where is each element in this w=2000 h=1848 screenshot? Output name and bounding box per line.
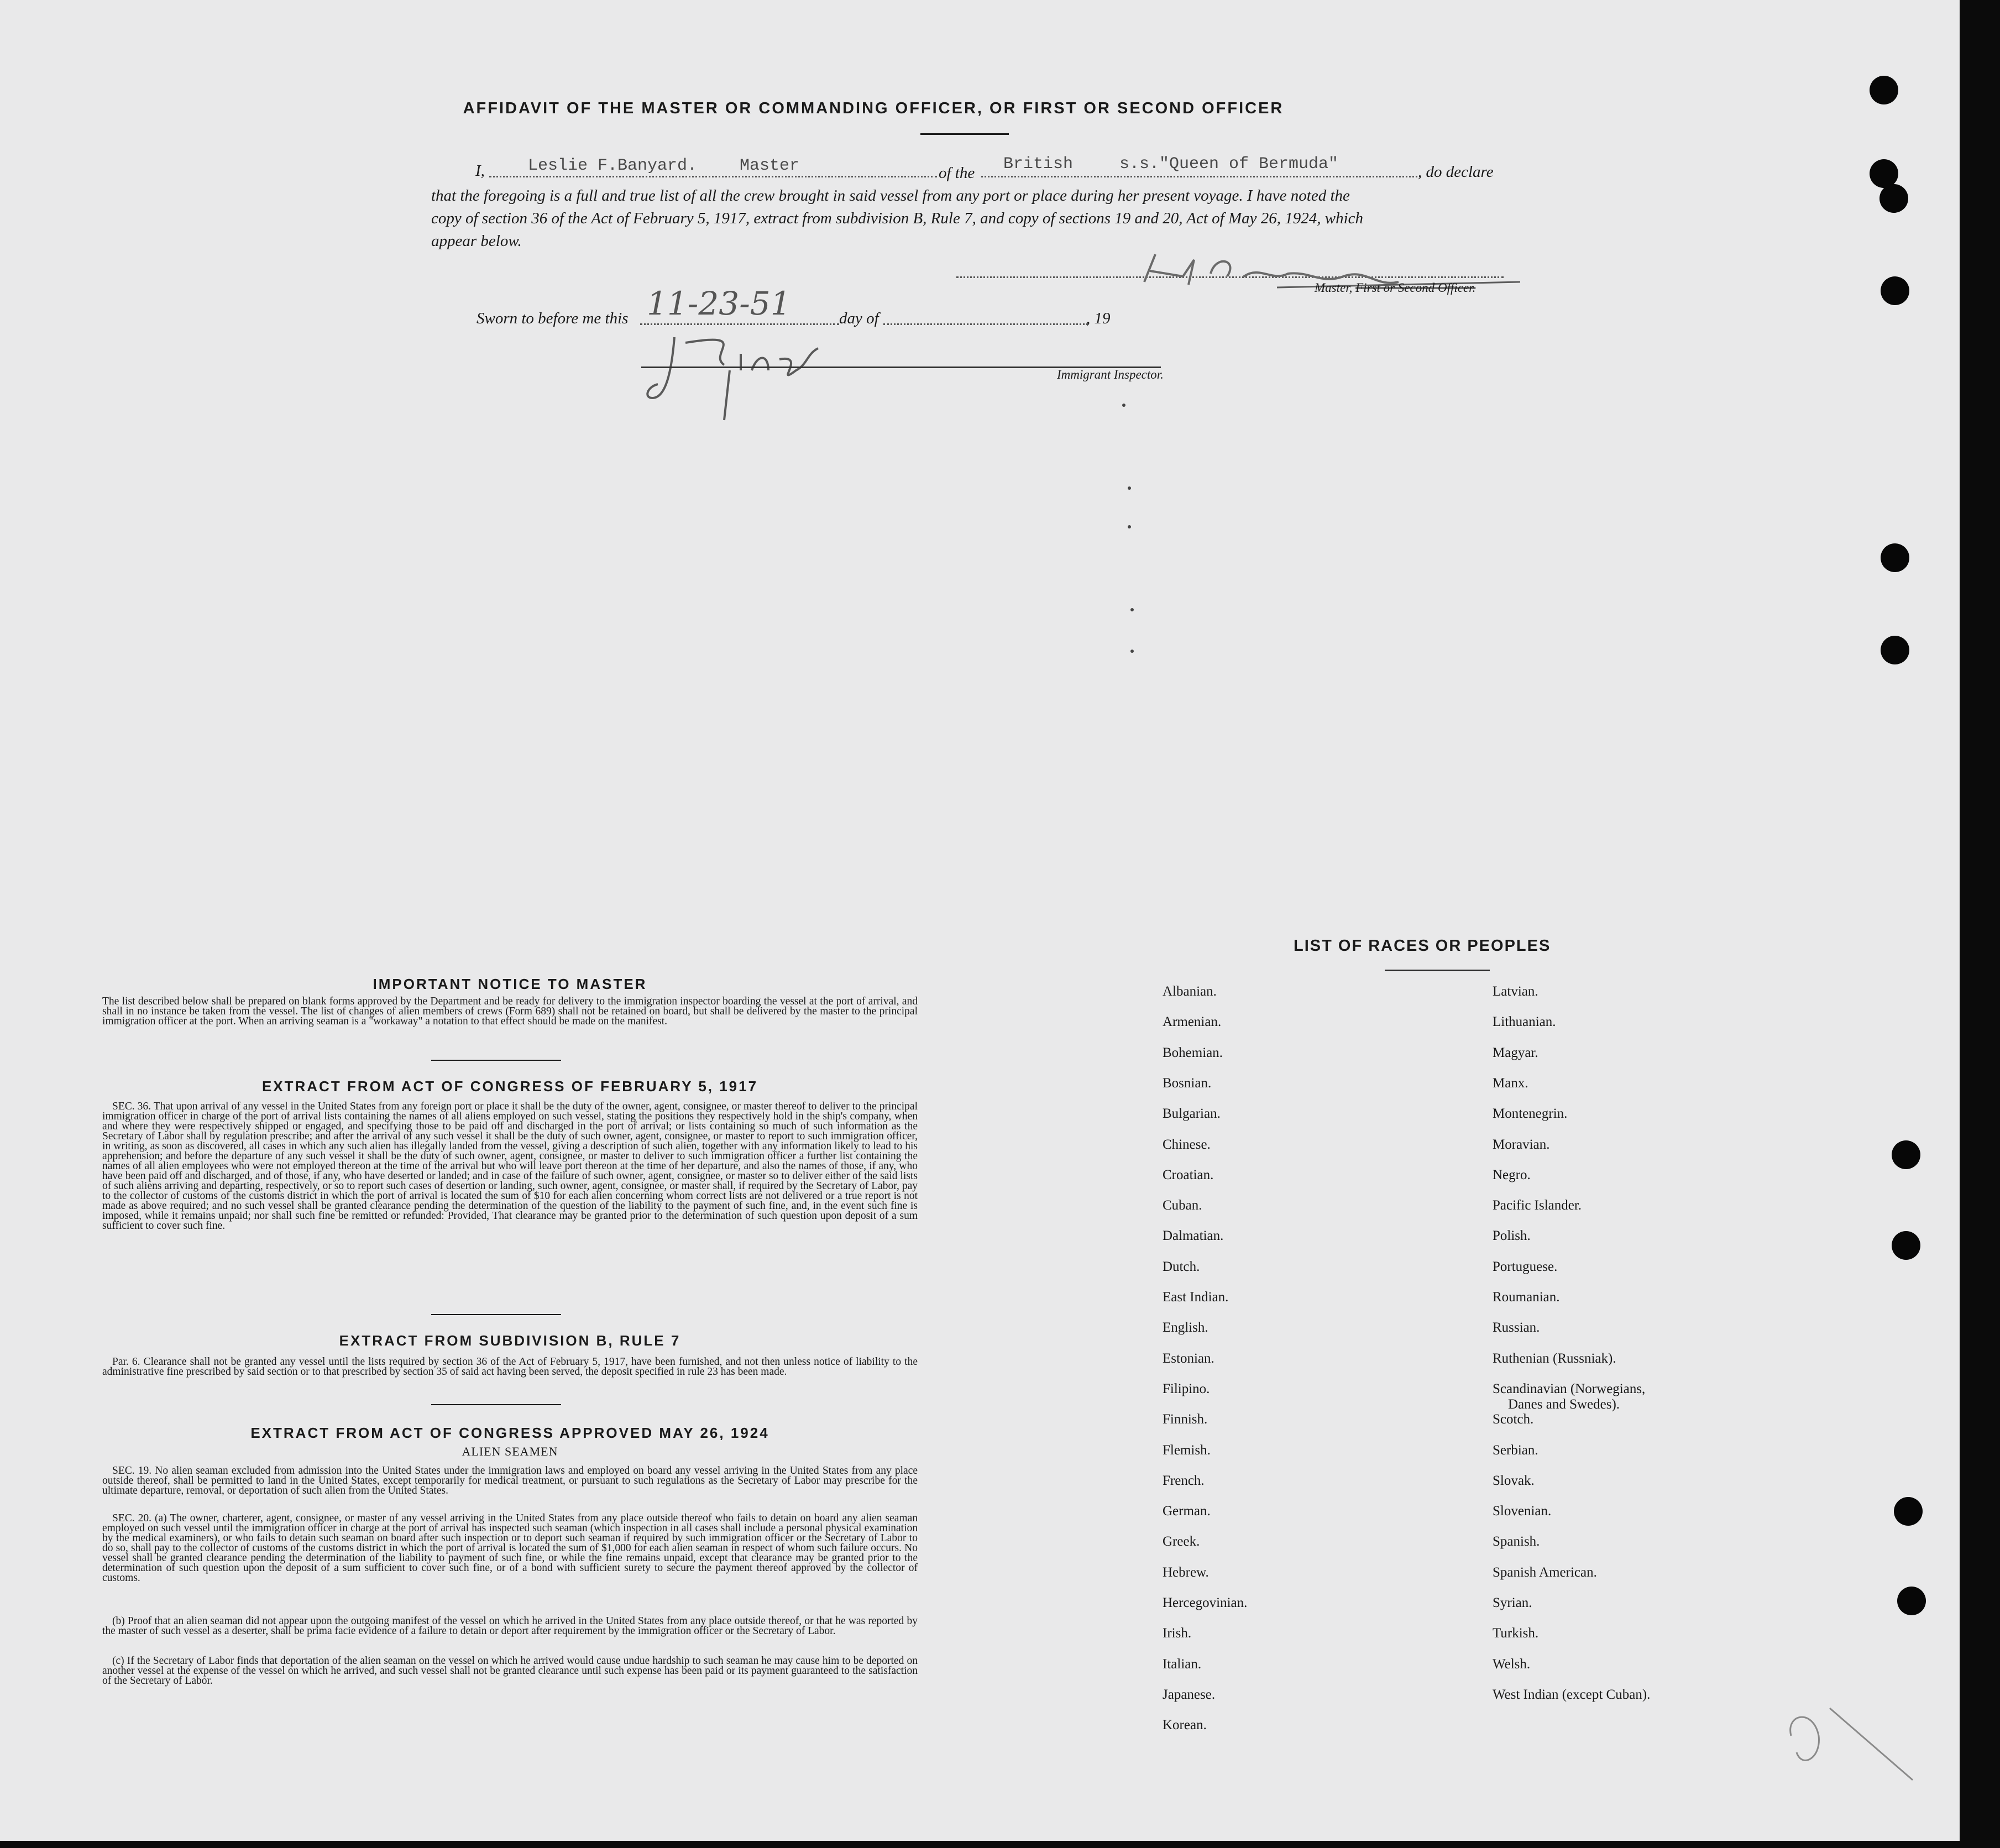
sec20a-text: SEC. 20. (a) The owner, charterer, agent, consignee, or master of any vessel arriving in the United States from any place outside thereof who fails to detain on board any alien seaman employed on such vessel until the immigration officer in charge at the port of arrival has inspected such seaman (which inspection in all cases shall include a personal physical examination by the medical examiners), or who fails to detain such seaman on board after such inspection or to deport such seaman if required by such immigration officer or the Secretary of Labor to do so, shall pay to the collector of customs of the customs district in which the port of arrival is located the sum of $1,000 for each alien seaman in respect of whom such failure occurs. No vessel shall be granted clearance pending the determination of the liability to payment of such fine, or while the fine remains unpaid, except that clearance may be granted prior to the determination of such question upon the deposit of a sum sufficient to cover such fine, or of a bond with sufficient surety to secure the payment thereof approved by the collector of customs. (102, 1512, 918, 1584)
race-item: Magyar. (1493, 1045, 1538, 1060)
month-line (883, 323, 1088, 325)
officer-label: First or Second Officer. (1355, 281, 1476, 295)
inspector-signature (641, 321, 829, 431)
race-item: Welsh. (1493, 1657, 1531, 1672)
extract-1917-divider (431, 1314, 561, 1315)
race-item: Filipino. (1163, 1381, 1210, 1396)
master-signature (1133, 243, 1537, 310)
race-item: Hercegovinian. (1163, 1595, 1248, 1610)
extract-1917-text: SEC. 36. That upon arrival of any vessel in the United States from any foreign port or place it shall be the duty of the owner, agent, consignee, or master thereof to deliver to the principal immigration officer in charge of the port of arrival lists containing the names of all aliens employed on such vessel, stating the positions they respectively hold in the ship's company, when and where they were respectively shipped or engaged, and specifying those to be paid off and discharged in the port of arrival; or lists containing so much of such information as the Secretary of Labor shall by regulation prescribe; and after the arrival of any such vessel it shall be the duty of such owner, agent, consignee, or master to report to such immigration officer, in writing, as soon as discovered, all cases in which any such alien has illegally landed from the vessel, giving a description of such alien, together with any information likely to lead to his apprehension; and before the departure of any such vessel it shall be the duty of such owner, agent, consignee, or master to deliver to such immigration officer a further list containing the names of all alien employees who were not employed thereon at the time of the arrival but who will leave port thereon at the time of her departure, and also the names of those, if any, who have been paid off and discharged, and of those, if any, who have deserted or landed; and in case of the failure of such owner, agent, consignee, or master so to deliver either of the said lists of such aliens arriving and departing, respectively, or so to report such cases of desertion or landing, such owner, agent, consignee, or master shall, if required by the Secretary of Labor, pay to the collector of customs of the customs district in which the port of arrival is located the sum of $10 for each alien concerning whom correct lists are not delivered or a true report is not made as above required; and no such vessel shall be granted clearance pending the determination of the question of the liability to the payment of such fine, and, in the event such fine is imposed, while it remains unpaid; nor shall such fine be remitted or refunded: Provided, That clearance may be granted prior to the determination of such question upon deposit of a sum sufficient to cover such fine. (102, 1101, 918, 1232)
race-item: Syrian. (1493, 1595, 1532, 1610)
affidavit-title: AFFIDAVIT OF THE MASTER OR COMMANDING OFFICER, OR FIRST OR SECOND OFFICER (463, 100, 1284, 117)
punch-hole-7 (1892, 1140, 1920, 1169)
affidavit-body-3: appear below. (431, 232, 522, 250)
race-item: Portuguese. (1493, 1259, 1558, 1274)
race-item: Flemish. (1163, 1443, 1211, 1458)
race-item: Moravian. (1493, 1137, 1550, 1152)
rule7-title: EXTRACT FROM SUBDIVISION B, RULE 7 (339, 1332, 681, 1349)
do-declare-label: , do declare (1418, 163, 1494, 181)
stray-mark-1 (1122, 404, 1125, 407)
rule7-text: Par. 6. Clearance shall not be granted any vessel until the lists required by section 36 of the Act of February 5, 1917, have been furnished, and not then unless notice of liability to the administrative fine prescribed by said section or to that prescribed by section 35 of said act having been served, the deposit specified in rule 23 has been made. (102, 1356, 918, 1378)
race-item: Armenian. (1163, 1014, 1222, 1029)
notice-title: IMPORTANT NOTICE TO MASTER (373, 976, 647, 992)
race-item: Turkish. (1493, 1626, 1539, 1641)
race-item: Roumanian. (1493, 1290, 1560, 1305)
race-item: Finnish. (1163, 1412, 1208, 1427)
sec20c-text: (c) If the Secretary of Labor finds that deportation of the alien seaman on the vessel on which he arrived would cause undue hardship to such seaman he may cause him to be deported on another vessel at the expense of the vessel on which he arrived, and such vessel shall not be granted clearance until such expense has been paid or its payment guaranteed to the satisfaction of the Secretary of Labor. (102, 1655, 918, 1687)
race-item: Russian. (1493, 1320, 1540, 1335)
race-item: East Indian. (1163, 1290, 1229, 1305)
race-item: Cuban. (1163, 1198, 1202, 1213)
race-item: Bosnian. (1163, 1076, 1212, 1091)
punch-hole-5 (1881, 543, 1909, 572)
extract-1924-title: EXTRACT FROM ACT OF CONGRESS APPROVED MAY 26, 1924 (250, 1425, 769, 1441)
race-item: Bulgarian. (1163, 1106, 1221, 1121)
extract-1924-subtitle: ALIEN SEAMEN (462, 1444, 558, 1458)
sec19-text: SEC. 19. No alien seaman excluded from admission into the United States under the immigration laws and employed on board any vessel arriving in the United States from any place outside thereof, shall be permitted to land in the United States, except temporarily for medical treatment, or pursuant to such regulations as the Secretary of Labor may prescribe for the ultimate departure, removal, or deportation of such alien from the United States. (102, 1465, 918, 1496)
sec20b-text: (b) Proof that an alien seaman did not appear upon the outgoing manifest of the vessel on which he arrived in the United States from any place outside thereof, or that he was reported by the master of such vessel as a deserter, shall be prima facie evidence of a failure to detain or deport after requirement by the immigration officer or the Secretary of Labor. (102, 1615, 918, 1637)
race-item: Slovak. (1493, 1473, 1535, 1488)
year-label: , 19 (1086, 310, 1111, 327)
extract-1917-title: EXTRACT FROM ACT OF CONGRESS OF FEBRUARY 5, 1917 (261, 1078, 758, 1095)
punch-hole-8 (1892, 1231, 1920, 1260)
race-item: Negro. (1493, 1168, 1531, 1182)
title-divider (920, 133, 1009, 135)
master-label: Master, (1315, 281, 1353, 295)
races-divider (1385, 970, 1490, 971)
master-rank: Master (740, 156, 800, 175)
race-item: Irish. (1163, 1626, 1192, 1641)
sworn-label: Sworn to before me this (477, 310, 629, 327)
race-item: Albanian. (1163, 984, 1217, 999)
rule7-divider (431, 1404, 561, 1405)
notice-text: The list described below shall be prepared on blank forms approved by the Department and be ready for delivery to the immigration inspector boarding the vessel at the port of arrival, and shall in no instance be taken from the vessel. The list of changes of alien members of crews (Form 689) shall not be retained on board, but shall be delivered by the master to the principal immigration officer at the port. When an arriving seaman is a "workaway" a notation to that effect should be made on the manifest. (102, 996, 918, 1027)
punch-hole-10 (1897, 1587, 1926, 1615)
punch-hole-6 (1881, 636, 1909, 664)
race-item: French. (1163, 1473, 1205, 1488)
race-item: Pacific Islander. (1493, 1198, 1582, 1213)
stray-mark-2 (1128, 486, 1131, 490)
of-the-label: of the (939, 164, 975, 182)
pencil-mark (1780, 1703, 1924, 1791)
race-item: Dutch. (1163, 1259, 1200, 1274)
race-item: Serbian. (1493, 1443, 1538, 1458)
race-item: Spanish American. (1493, 1565, 1597, 1580)
race-item: West Indian (except Cuban). (1493, 1687, 1651, 1702)
master-signature-caption (1315, 281, 1475, 295)
race-item: Scandinavian (Norwegians, (1493, 1381, 1646, 1396)
punch-hole-9 (1894, 1497, 1923, 1526)
inspector-label: Immigrant Inspector. (1057, 368, 1164, 381)
punch-hole-1 (1870, 76, 1898, 104)
day-of-label: day of (839, 310, 879, 327)
race-item: English. (1163, 1320, 1208, 1335)
races-title: LIST OF RACES OR PEOPLES (1294, 937, 1551, 955)
race-item: Spanish. (1493, 1534, 1540, 1549)
race-item: Croatian. (1163, 1168, 1214, 1182)
race-item: Lithuanian. (1493, 1014, 1556, 1029)
race-item: Ruthenian (Russniak). (1493, 1351, 1616, 1366)
race-item: Greek. (1163, 1534, 1200, 1549)
race-item: Estonian. (1163, 1351, 1214, 1366)
affidavit-body-1: that the foregoing is a full and true list of all the crew brought in said vessel from any port or place during her present voyage. I have noted the (431, 187, 1350, 205)
stray-mark-3 (1128, 525, 1131, 528)
race-item: Manx. (1493, 1076, 1528, 1091)
race-item: Chinese. (1163, 1137, 1211, 1152)
vessel-name: s.s."Queen of Bermuda" (1119, 155, 1339, 174)
punch-hole-4 (1881, 276, 1909, 305)
punch-hole-3 (1879, 184, 1908, 213)
stray-mark-4 (1130, 608, 1134, 611)
master-name: Leslie F.Banyard. (528, 156, 698, 175)
vessel-nationality: British (1003, 155, 1074, 174)
race-item: Dalmatian. (1163, 1228, 1224, 1243)
sworn-date: 11-23-51 (647, 285, 791, 322)
race-item: Bohemian. (1163, 1045, 1223, 1060)
race-item: Polish. (1493, 1228, 1531, 1243)
race-item: Italian. (1163, 1657, 1202, 1672)
name-field-line (489, 176, 937, 177)
race-item: Danes and Swedes). (1508, 1397, 1620, 1412)
race-item: German. (1163, 1504, 1211, 1519)
affidavit-body-2: copy of section 36 of the Act of February 5, 1917, extract from subdivision B, Rule 7, and copy of sections 19 and 20, Act of May 26, 1924, which (431, 210, 1364, 227)
race-item: Scotch. (1493, 1412, 1534, 1427)
race-item: Japanese. (1163, 1687, 1216, 1702)
race-item: Latvian. (1493, 984, 1538, 999)
race-item: Montenegrin. (1493, 1106, 1568, 1121)
stray-mark-5 (1130, 650, 1134, 653)
i-label: I, (475, 162, 485, 180)
race-item: Slovenian. (1493, 1504, 1552, 1519)
notice-divider (431, 1060, 561, 1061)
vessel-field-line (981, 176, 1421, 177)
race-item: Korean. (1163, 1718, 1207, 1732)
race-item: Hebrew. (1163, 1565, 1209, 1580)
